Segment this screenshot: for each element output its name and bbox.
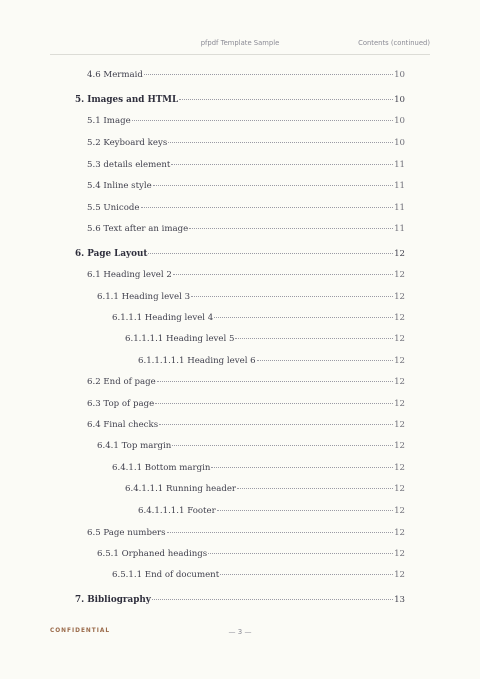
toc-entry-label: 7. Bibliography — [75, 595, 151, 605]
toc-entry-label: 6.4.1.1 Bottom margin — [112, 463, 211, 473]
toc-entry[interactable] — [75, 160, 405, 170]
toc-entry[interactable] — [75, 549, 405, 559]
toc-dot-leader — [173, 274, 393, 275]
toc-entry[interactable] — [75, 570, 405, 580]
toc-entry-label: 5.2 Keyboard keys — [87, 138, 168, 148]
toc-dot-leader — [217, 510, 393, 511]
toc-dot-leader — [155, 403, 393, 404]
toc-entry-page: 12 — [394, 528, 405, 538]
toc-dot-leader — [153, 185, 393, 186]
toc-entry-page: 10 — [394, 70, 405, 80]
toc-entry-page: 10 — [394, 138, 405, 148]
toc-entry-page: 12 — [394, 570, 405, 580]
toc-entry[interactable] — [75, 420, 405, 430]
toc-entry-label: 5.5 Unicode — [87, 203, 140, 213]
toc-entry[interactable] — [75, 463, 405, 473]
toc-dot-leader — [191, 296, 393, 297]
toc-dot-leader — [168, 142, 393, 143]
toc-entry-label: 6.5.1 Orphaned headings — [97, 549, 208, 559]
toc-dot-leader — [159, 424, 393, 425]
toc-entry-page: 10 — [394, 95, 405, 105]
toc-dot-leader — [157, 381, 393, 382]
toc-dot-leader — [214, 317, 393, 318]
toc-entry-page: 12 — [394, 549, 405, 559]
confidential-label: CONFIDENTIAL — [50, 628, 111, 634]
toc-entry-label: 6. Page Layout — [75, 249, 148, 259]
toc-entry[interactable] — [75, 595, 405, 605]
toc-dot-leader — [167, 532, 394, 533]
toc-entry[interactable] — [75, 334, 405, 344]
toc-entry-label: 6.1.1.1.1 Heading level 5 — [125, 334, 235, 344]
running-header — [50, 38, 430, 55]
document-title: pfpdf Template Sample — [200, 39, 280, 47]
toc-entry-label: 6.1.1 Heading level 3 — [97, 292, 191, 302]
toc-entry-page: 12 — [394, 484, 405, 494]
toc-entry[interactable] — [75, 95, 405, 105]
toc-entry[interactable] — [75, 292, 405, 302]
page-number: — 3 — — [228, 628, 252, 636]
toc-entry-label: 6.1 Heading level 2 — [87, 270, 172, 280]
toc-entry-page: 11 — [394, 203, 405, 213]
toc-entry-page: 12 — [394, 377, 405, 387]
toc-dot-leader — [141, 207, 394, 208]
toc-entry-page: 12 — [394, 313, 405, 323]
toc-entry-label: 6.1.1.1.1.1 Heading level 6 — [138, 356, 256, 366]
toc-entry-page: 12 — [394, 463, 405, 473]
toc-entry-page: 12 — [394, 399, 405, 409]
toc-entry[interactable] — [75, 441, 405, 451]
toc-entry-page: 12 — [394, 334, 405, 344]
toc-entry[interactable] — [75, 377, 405, 387]
toc-dot-leader — [220, 574, 393, 575]
toc-entry-label: 6.2 End of page — [87, 377, 156, 387]
toc-entry[interactable] — [75, 70, 405, 80]
toc-entry-label: 6.4.1.1.1 Running header — [125, 484, 237, 494]
toc-entry-page: 12 — [394, 420, 405, 430]
toc-entry-page: 12 — [394, 441, 405, 451]
toc-entry[interactable] — [75, 270, 405, 280]
toc-entry[interactable] — [75, 224, 405, 234]
toc-entry-label: 5.6 Text after an image — [87, 224, 189, 234]
toc-entry[interactable] — [75, 528, 405, 538]
toc-entry-label: 5.4 Inline style — [87, 181, 152, 191]
toc-entry-page: 12 — [394, 356, 405, 366]
toc-entry[interactable] — [75, 399, 405, 409]
toc-entry[interactable] — [75, 116, 405, 126]
toc-dot-leader — [189, 228, 393, 229]
toc-entry-label: 6.5 Page numbers — [87, 528, 166, 538]
toc-entry[interactable] — [75, 484, 405, 494]
toc-entry[interactable] — [75, 138, 405, 148]
toc-dot-leader — [172, 445, 393, 446]
toc-dot-leader — [208, 553, 393, 554]
section-title: Contents (continued) — [358, 39, 430, 47]
toc-entry-label: 5. Images and HTML — [75, 95, 179, 105]
toc-entry-label: 6.4.1 Top margin — [97, 441, 172, 451]
toc-entry[interactable] — [75, 356, 405, 366]
toc-entry-label: 5.1 Image — [87, 116, 131, 126]
toc-entry-label: 5.3 details element — [87, 160, 171, 170]
toc-dot-leader — [237, 488, 393, 489]
toc-entry-page: 12 — [394, 249, 405, 259]
toc-entry[interactable] — [75, 313, 405, 323]
toc-entry-label: 6.4.1.1.1.1 Footer — [138, 506, 216, 516]
toc-dot-leader — [171, 164, 393, 165]
toc-entry-page: 11 — [394, 181, 405, 191]
toc-entry-page: 12 — [394, 270, 405, 280]
toc-entry-page: 10 — [394, 116, 405, 126]
toc-dot-leader — [235, 338, 393, 339]
toc-dot-leader — [257, 360, 393, 361]
toc-entry-page: 12 — [394, 506, 405, 516]
toc-entry-label: 4.6 Mermaid — [87, 70, 143, 80]
toc-entry-label: 6.4 Final checks — [87, 420, 159, 430]
toc-entry[interactable] — [75, 506, 405, 516]
toc-entry-label: 6.1.1.1 Heading level 4 — [112, 313, 214, 323]
toc-entry-label: 6.5.1.1 End of document — [112, 570, 220, 580]
toc-entry[interactable] — [75, 181, 405, 191]
toc-entry[interactable] — [75, 249, 405, 259]
toc-dot-leader — [144, 74, 393, 75]
toc-entry[interactable] — [75, 203, 405, 213]
toc-entry-page: 11 — [394, 160, 405, 170]
toc-entry-label: 6.3 Top of page — [87, 399, 155, 409]
toc-dot-leader — [148, 253, 393, 254]
toc-dot-leader — [211, 467, 393, 468]
toc-dot-leader — [179, 99, 393, 100]
toc-dot-leader — [132, 120, 393, 121]
toc-entry-page: 12 — [394, 292, 405, 302]
toc-entry-page: 11 — [394, 224, 405, 234]
toc-dot-leader — [152, 599, 393, 600]
toc-entry-page: 13 — [394, 595, 405, 605]
